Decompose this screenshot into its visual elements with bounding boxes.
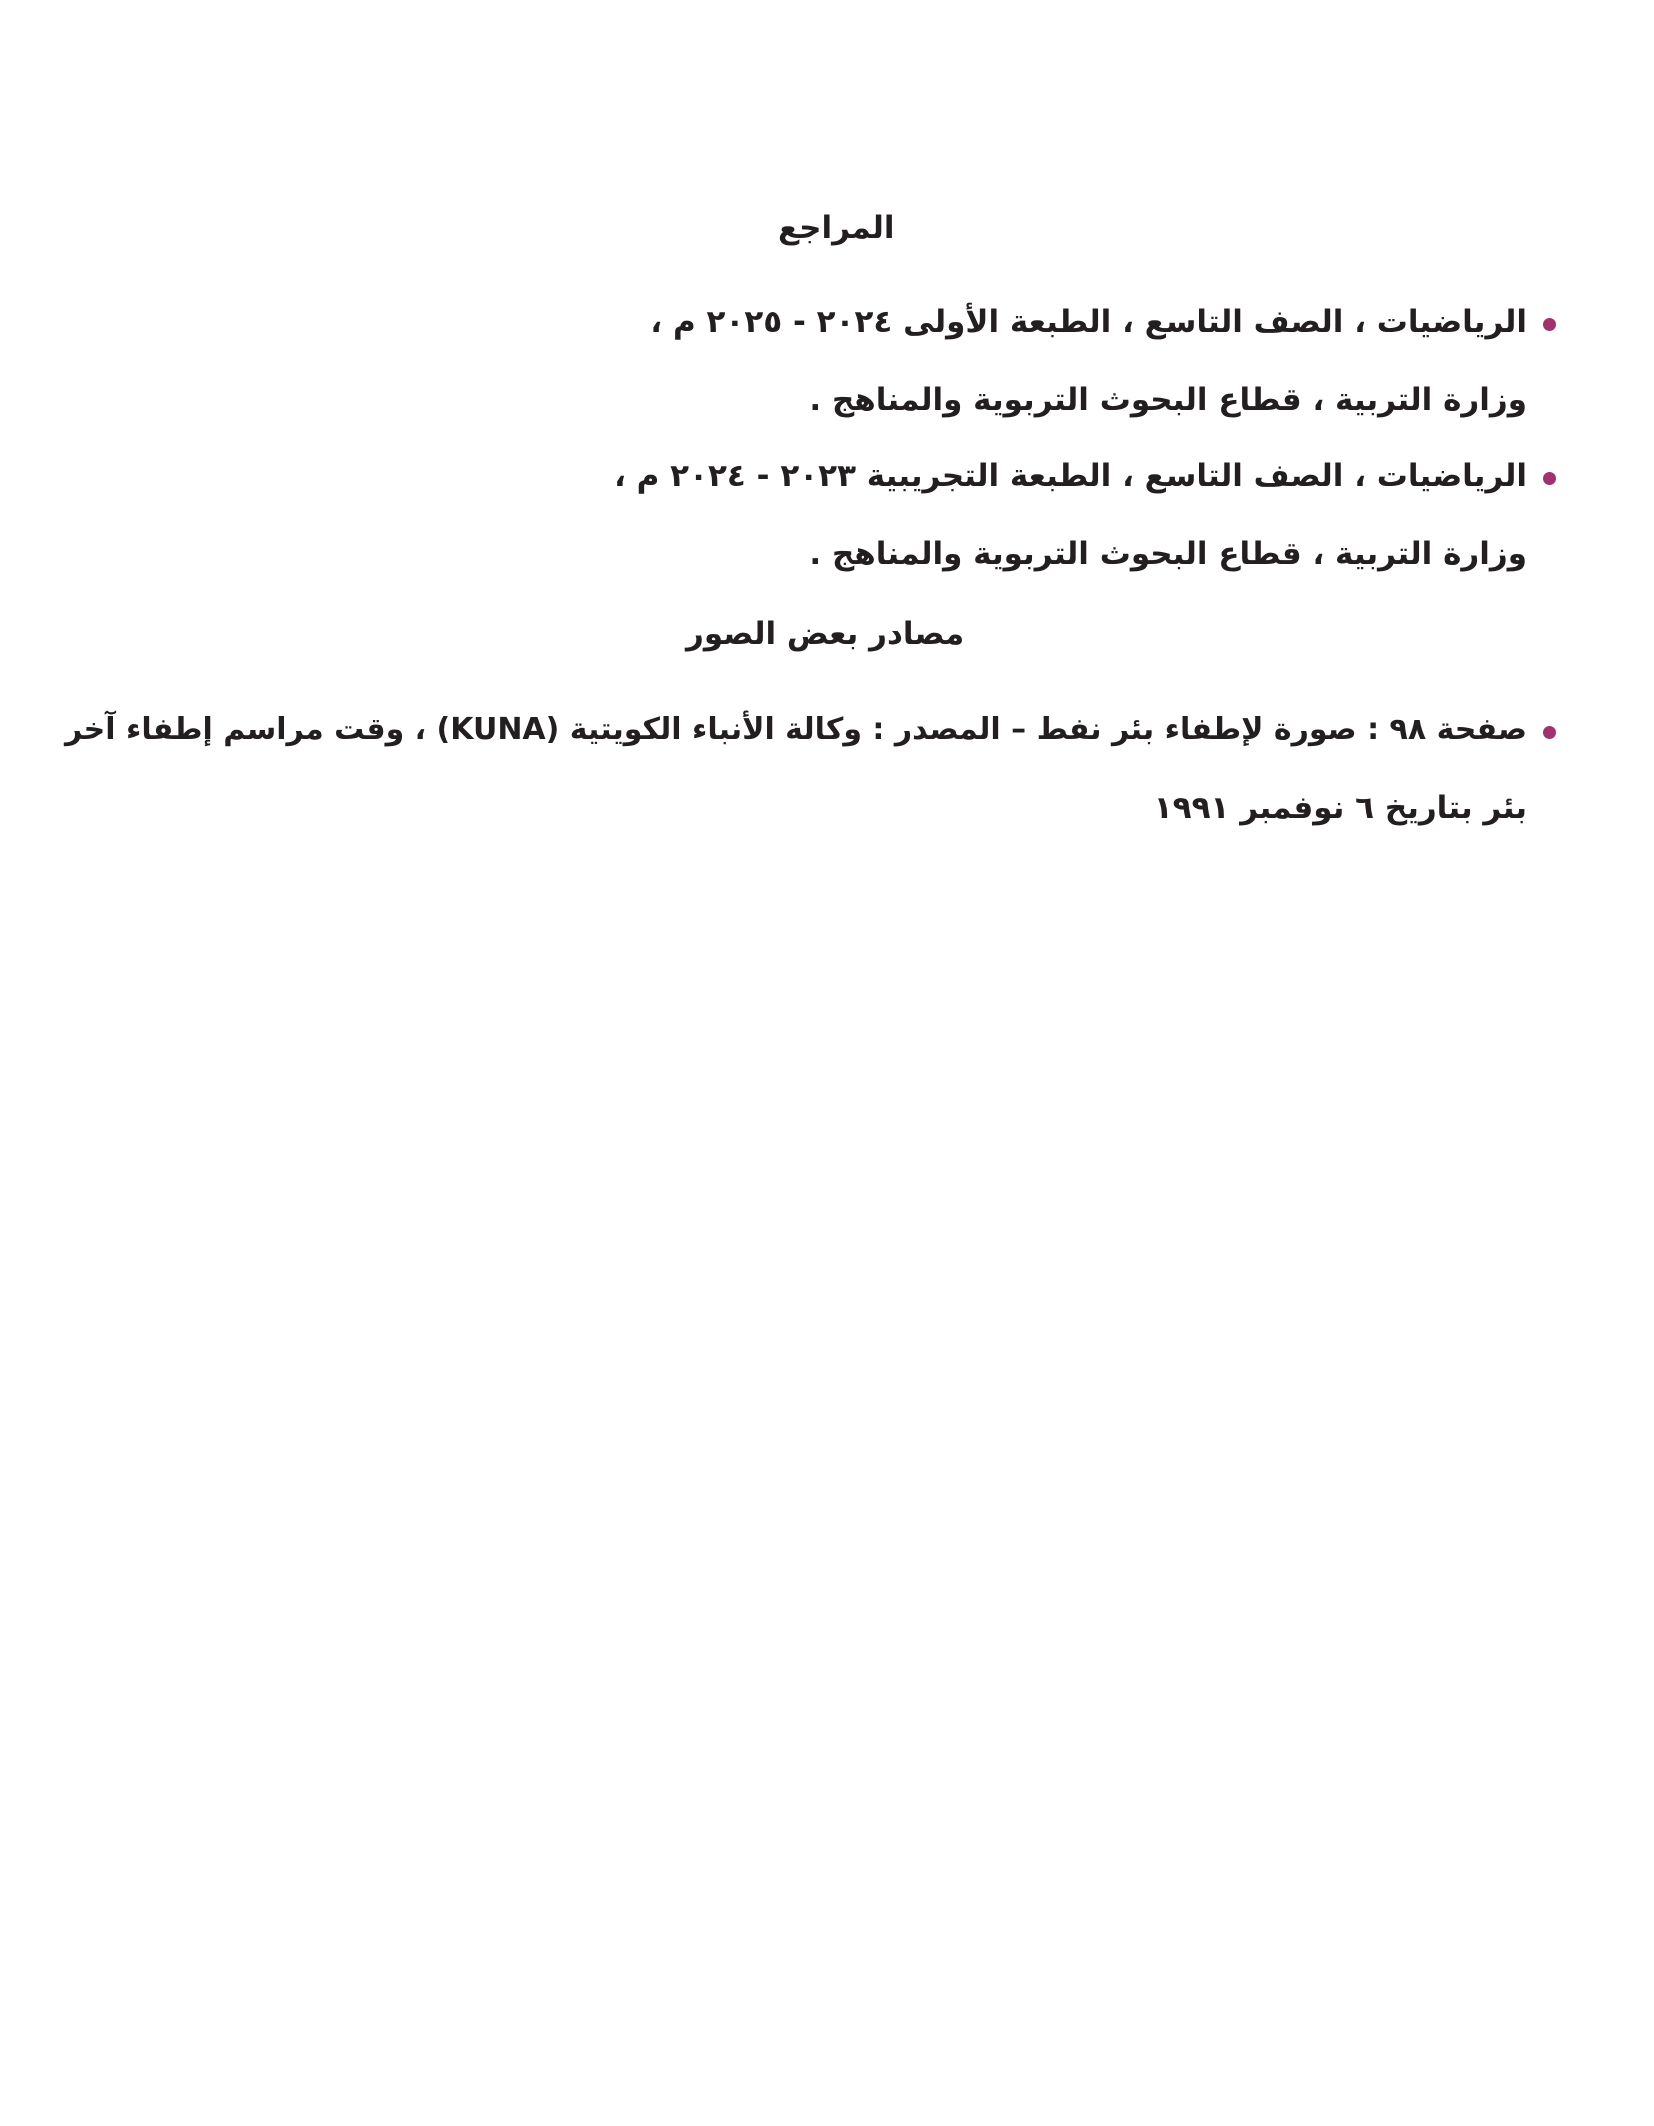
- references-heading: المراجع: [778, 210, 895, 246]
- image-source-item-1-line-1: صفحة ٩٨ : صورة لإطفاء بئر نفط – المصدر : وكالة الأنباء الكويتية (KUNA) ، وقت مراسم إطفاء آخر: [65, 712, 1527, 747]
- image-sources-heading: مصادر بعض الصور: [686, 616, 965, 652]
- bullet-marker: [1543, 318, 1556, 331]
- reference-item-1-line-2: وزارة التربية ، قطاع البحوث التربوية والمناهج .: [809, 382, 1527, 418]
- bullet-marker: [1543, 472, 1556, 485]
- reference-item-1-line-1: الرياضيات ، الصف التاسع ، الطبعة الأولى ٢٠٢٤ - ٢٠٢٥ م ،: [650, 304, 1527, 340]
- reference-item-2-line-2: وزارة التربية ، قطاع البحوث التربوية والمناهج .: [809, 536, 1527, 572]
- reference-item-2-line-1: الرياضيات ، الصف التاسع ، الطبعة التجريبية ٢٠٢٣ - ٢٠٢٤ م ،: [614, 458, 1527, 494]
- image-source-item-1-line-2: بئر بتاريخ ٦ نوفمبر ١٩٩١: [1153, 790, 1527, 826]
- bullet-marker: [1543, 726, 1556, 739]
